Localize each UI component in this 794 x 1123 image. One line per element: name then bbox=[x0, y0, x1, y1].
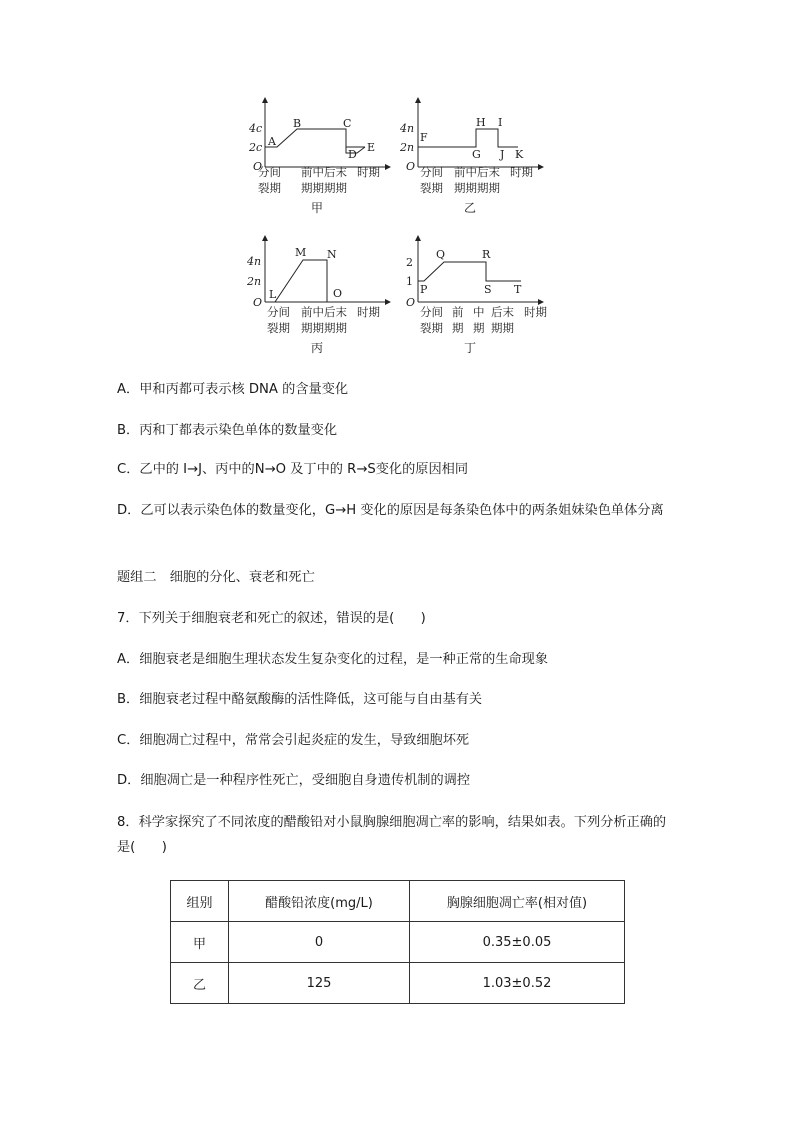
phase-label: 时期 bbox=[510, 165, 533, 179]
q7-option-a: A．细胞衰老是细胞生理状态发生复杂变化的过程，是一种正常的生命现象 bbox=[117, 652, 549, 667]
table-header-cell: 胸腺细胞凋亡率(相对值) bbox=[410, 881, 625, 922]
phase-label: 分间 bbox=[258, 165, 281, 179]
point-label: Q bbox=[436, 248, 446, 261]
phase-label: 期期 bbox=[491, 321, 514, 335]
table-cell: 乙 bbox=[171, 963, 229, 1004]
origin-label: O bbox=[406, 160, 416, 173]
ylabel: 4n bbox=[247, 255, 262, 268]
table-row bbox=[171, 963, 625, 1004]
phase-label: 时期 bbox=[357, 165, 380, 179]
q7-stem: 7．下列关于细胞衰老和死亡的叙述，错误的是( ) bbox=[117, 611, 426, 626]
origin-label: O bbox=[253, 160, 263, 173]
q6-option-c: C．乙中的 I→J、丙中的N→O 及丁中的 R→S变化的原因相同 bbox=[117, 462, 469, 477]
point-label: E bbox=[367, 141, 376, 154]
graph-caption: 甲 bbox=[310, 201, 323, 215]
phase-label: 中 bbox=[473, 305, 485, 319]
ylabel: 1 bbox=[406, 275, 413, 288]
point-label: H bbox=[476, 116, 486, 129]
table-cell: 125 bbox=[229, 963, 410, 1004]
graph-yi-curve bbox=[418, 129, 518, 147]
table-header-cell: 醋酸铅浓度(mg/L) bbox=[229, 881, 410, 922]
phase-label: 前中后末 bbox=[301, 165, 347, 179]
table-cell: 甲 bbox=[171, 922, 229, 963]
point-label: T bbox=[514, 283, 522, 296]
table-header-row bbox=[171, 881, 625, 922]
ylabel: 2n bbox=[400, 141, 415, 154]
table-row bbox=[171, 922, 625, 963]
point-label: P bbox=[420, 283, 428, 296]
phase-label: 后末 bbox=[491, 305, 514, 319]
graph-caption: 丙 bbox=[310, 341, 323, 355]
origin-label: O bbox=[253, 296, 263, 309]
point-label: D bbox=[348, 148, 357, 161]
point-label: L bbox=[269, 288, 277, 301]
point-label: N bbox=[327, 248, 337, 261]
phase-label: 期 bbox=[452, 321, 464, 335]
graph-bing-curve bbox=[275, 260, 327, 302]
table-cell: 0 bbox=[229, 922, 410, 963]
phase-label: 裂期 bbox=[420, 181, 443, 195]
phase-label: 前中后末 bbox=[301, 305, 347, 319]
point-label: O bbox=[333, 287, 343, 300]
graph-ding-curve bbox=[418, 262, 521, 281]
point-label: I bbox=[498, 116, 503, 129]
graph-caption: 丁 bbox=[463, 341, 476, 355]
graph-ding-plot bbox=[398, 235, 558, 307]
q6-option-b: B．丙和丁都表示染色单体的数量变化 bbox=[117, 423, 338, 438]
phase-label: 期 bbox=[473, 321, 485, 335]
point-label: J bbox=[500, 148, 505, 161]
phase-label: 分间 bbox=[420, 165, 443, 179]
graph-bing bbox=[245, 235, 395, 355]
table-cell: 1.03±0.52 bbox=[410, 963, 625, 1004]
phase-label: 前中后末 bbox=[454, 165, 500, 179]
ylabel: 2 bbox=[406, 256, 413, 269]
graph-jia bbox=[245, 95, 395, 215]
results-table bbox=[170, 880, 625, 1004]
phase-label: 分间 bbox=[267, 305, 290, 319]
ylabel: 2c bbox=[249, 141, 263, 154]
q7-option-b: B．细胞衰老过程中酪氨酸酶的活性降低，这可能与自由基有关 bbox=[117, 692, 483, 707]
phase-label: 期期期期 bbox=[454, 181, 500, 195]
ylabel: 4n bbox=[400, 122, 415, 135]
phase-label: 裂期 bbox=[258, 181, 281, 195]
phase-label: 前 bbox=[452, 305, 464, 319]
phase-label: 裂期 bbox=[420, 321, 443, 335]
q6-option-a: A．甲和丙都可表示核 DNA 的含量变化 bbox=[117, 382, 349, 397]
point-label: C bbox=[343, 117, 352, 130]
section-heading: 题组二 细胞的分化、衰老和死亡 bbox=[117, 570, 315, 585]
phase-label: 时期 bbox=[524, 305, 547, 319]
table-cell: 0.35±0.05 bbox=[410, 922, 625, 963]
ylabel: 2n bbox=[247, 275, 262, 288]
graph-bing-plot bbox=[245, 235, 395, 307]
point-label: R bbox=[482, 248, 491, 261]
point-label: A bbox=[268, 135, 276, 148]
graph-ding bbox=[398, 235, 558, 355]
graph-caption: 乙 bbox=[463, 201, 476, 215]
origin-label: O bbox=[406, 296, 416, 309]
q8-stem: 8．科学家探究了不同浓度的醋酸铅对小鼠胸腺细胞凋亡率的影响，结果如表。下列分析正确的是( ) bbox=[117, 815, 667, 855]
point-label: F bbox=[420, 131, 428, 144]
ylabel: 4c bbox=[249, 122, 263, 135]
phase-label: 时期 bbox=[357, 305, 380, 319]
point-label: M bbox=[295, 246, 307, 259]
point-label: B bbox=[293, 117, 302, 130]
q6-option-d: D．乙可以表示染色体的数量变化，G→H 变化的原因是每条染色体中的两条姐妹染色单体分离 bbox=[117, 503, 664, 518]
q7-option-d: D．细胞凋亡是一种程序性死亡，受细胞自身遗传机制的调控 bbox=[117, 773, 471, 788]
point-label: G bbox=[472, 148, 481, 161]
phase-label: 裂期 bbox=[267, 321, 290, 335]
point-label: K bbox=[515, 148, 524, 161]
graph-yi bbox=[398, 95, 548, 215]
phase-label: 分间 bbox=[420, 305, 443, 319]
phase-label: 期期期期 bbox=[301, 181, 347, 195]
q7-option-c: C．细胞凋亡过程中，常常会引起炎症的发生，导致细胞坏死 bbox=[117, 733, 470, 748]
table-header-cell: 组别 bbox=[171, 881, 229, 922]
point-label: S bbox=[484, 283, 492, 296]
phase-label: 期期期期 bbox=[301, 321, 347, 335]
